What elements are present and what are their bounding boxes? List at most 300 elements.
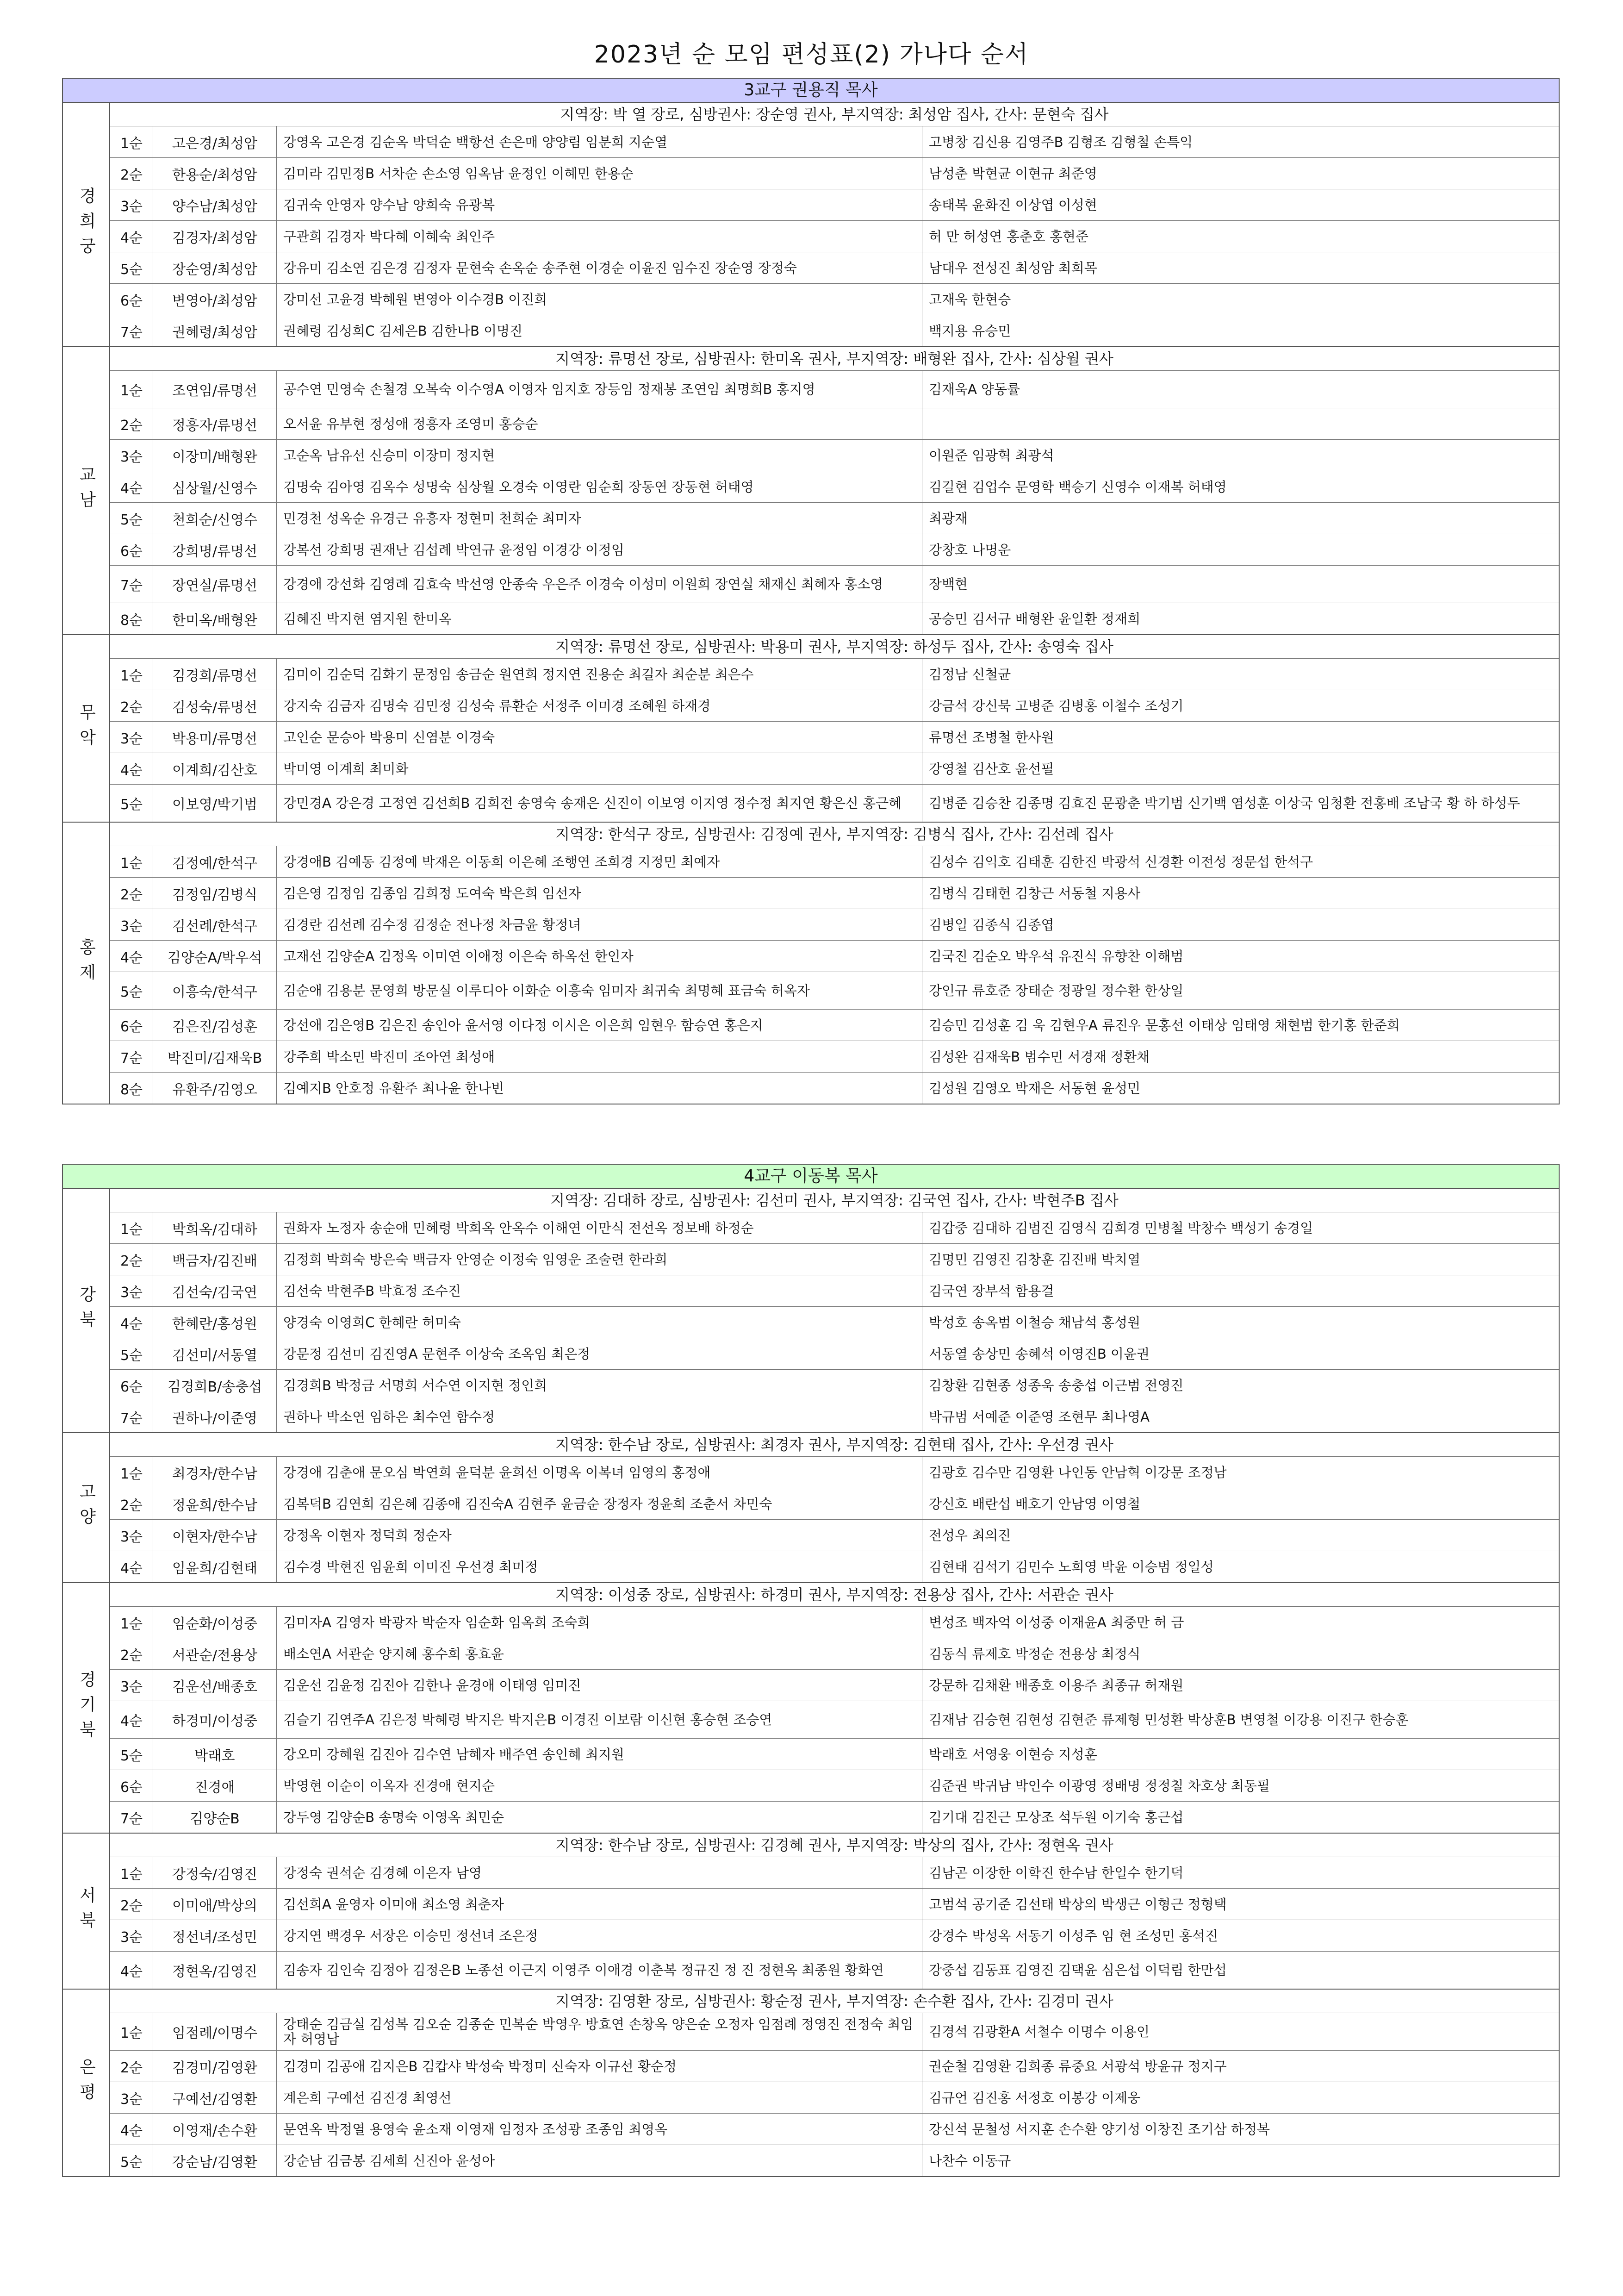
women-members: 김선희A 윤영자 이미애 최소영 최춘자 (277, 1889, 922, 1920)
group-leader: 이현자/한수남 (153, 1520, 277, 1551)
women-members: 김귀숙 안영자 양수남 양희숙 유광복 (277, 189, 922, 220)
men-members: 강문하 김채환 배종호 이용주 최종규 허재원 (929, 1677, 1184, 1693)
women-members: 고순옥 남유선 신승미 이장미 정지현 (277, 440, 922, 471)
group-leader: 정윤희/한수남 (153, 1488, 277, 1519)
group-leader: 김성숙/류명선 (153, 690, 277, 721)
women-members: 김경미 김공애 김지은B 김캅샤 박성숙 박정미 신숙자 이규선 황순정 (277, 2051, 922, 2082)
group-leader: 정흥자/류명선 (153, 408, 277, 439)
table-row (110, 1802, 1559, 1833)
men-members: 강창호 나명운 (929, 542, 1011, 558)
women-members: 문연옥 박정열 용영숙 윤소재 이영재 임정자 조성광 조종임 최영옥 (277, 2114, 922, 2145)
table-row (110, 1244, 1559, 1275)
group-number: 2순 (110, 878, 153, 909)
men-members: 김재남 김승현 김현성 김현준 류제형 민성환 박상훈B 변영철 이강용 이진구 한승훈 (929, 1712, 1409, 1728)
group-leader: 양수남/최성암 (153, 189, 277, 220)
men-members: 강신석 문철성 서지훈 손수환 양기성 이창진 조기삼 하정복 (929, 2121, 1270, 2137)
men-members: 남대우 전성진 최성암 최희목 (929, 260, 1097, 276)
region-leaders: 지역장: 김영환 장로, 심방권사: 황순정 권사, 부지역장: 손수환 집사, 간사: 김경미 권사 (110, 1990, 1559, 2013)
group-number: 6순 (110, 1010, 153, 1041)
group-number: 5순 (110, 1739, 153, 1770)
group-leader: 임점례/이명수 (153, 2013, 277, 2050)
group-number: 2순 (110, 1889, 153, 1920)
region-eunpyeong (63, 1990, 1559, 2176)
table-row (110, 1457, 1559, 1488)
table-row (110, 659, 1559, 690)
region-gyeonghuigung (63, 103, 1559, 347)
region-muak (63, 635, 1559, 823)
group-leader: 김경희B/송충섭 (153, 1370, 277, 1401)
women-members: 권화자 노정자 송순애 민혜령 박희옥 안옥수 이해연 이만식 전선옥 정보배 하정순 (277, 1212, 922, 1243)
men-members: 최광재 (929, 510, 968, 526)
group-number: 4순 (110, 221, 153, 252)
men-members: 변성조 백자억 이성중 이재윤A 최중만 허 금 (929, 1614, 1184, 1630)
women-members: 오서윤 유부현 정성애 정흥자 조영미 홍승순 (277, 408, 922, 439)
men-members: 김현태 김석기 김민수 노희영 박윤 이승범 정일성 (929, 1559, 1214, 1575)
men-members (922, 408, 1559, 439)
women-members: 양경숙 이영희C 한혜란 허미숙 (277, 1307, 922, 1338)
group-number: 3순 (110, 1520, 153, 1551)
group-leader: 임순화/이성중 (153, 1607, 277, 1638)
table-row (110, 785, 1559, 822)
group-leader: 김정예/한석구 (153, 846, 277, 877)
group-number: 2순 (110, 1488, 153, 1519)
women-members: 김미라 김민정B 서차순 손소영 임옥남 윤정인 이혜민 한용순 (277, 158, 922, 189)
men-members: 김준권 박귀남 박인수 이광영 정배명 정정칠 차호상 최동필 (929, 1778, 1270, 1794)
group-leader: 김정임/김병식 (153, 878, 277, 909)
group-leader: 이장미/배형완 (153, 440, 277, 471)
region-name: 무악 (77, 703, 96, 754)
group-number: 3순 (110, 1920, 153, 1951)
group-number: 3순 (110, 1275, 153, 1306)
men-members: 김국진 김순오 박우석 유진식 유향찬 이해범 (929, 948, 1184, 964)
men-members: 전성우 최의진 (929, 1527, 1011, 1543)
group-number: 1순 (110, 371, 153, 408)
region-name: 고양 (77, 1483, 96, 1533)
women-members: 김명숙 김아영 김옥수 성명숙 심상월 오경숙 이영란 임순희 장동연 장동현 허태영 (277, 471, 922, 502)
region-name: 은평 (77, 2058, 96, 2108)
table-row (110, 603, 1559, 634)
group-leader: 한용순/최성암 (153, 158, 277, 189)
women-members: 김송자 김인숙 김정아 김정은B 노종선 이근지 이영주 이애경 이춘복 정규진 정 진 정현옥 최종원 황화연 (277, 1952, 922, 1989)
table-row (110, 189, 1559, 221)
group-number: 3순 (110, 1670, 153, 1701)
men-members: 김국연 장부석 함용걸 (929, 1283, 1054, 1299)
group-leader: 김운선/배종호 (153, 1670, 277, 1701)
group-number: 7순 (110, 315, 153, 346)
group-number: 4순 (110, 471, 153, 502)
women-members: 권하나 박소연 임하은 최수연 함수정 (277, 1401, 922, 1432)
section-header: 4교구 이동복 목사 (63, 1165, 1559, 1189)
men-members: 강신호 배란섭 배호기 안남영 이영철 (929, 1496, 1141, 1512)
men-members: 류명선 조병철 한사원 (929, 729, 1054, 745)
group-leader: 박희옥/김대하 (153, 1212, 277, 1243)
group-leader: 김경자/최성암 (153, 221, 277, 252)
group-number: 2순 (110, 690, 153, 721)
group-number: 1순 (110, 846, 153, 877)
table-row (110, 2082, 1559, 2114)
table-row (110, 1952, 1559, 1989)
men-members: 서동열 송상민 송혜석 이영진B 이윤권 (929, 1346, 1150, 1362)
group-number: 5순 (110, 972, 153, 1009)
group-leader: 이미애/박상의 (153, 1889, 277, 1920)
table-row (110, 1010, 1559, 1041)
men-members: 강인규 류호준 장태순 정광일 정수환 한상일 (929, 983, 1184, 998)
men-members: 송태복 윤화진 이상엽 이성현 (929, 197, 1097, 213)
table-row (110, 1670, 1559, 1701)
women-members: 강정숙 권석순 김경혜 이은자 남영 (277, 1857, 922, 1888)
table-row (110, 690, 1559, 722)
table-row (110, 408, 1559, 440)
region-leaders: 지역장: 김대하 장로, 심방권사: 김선미 권사, 부지역장: 김국연 집사, 간사: 박현주B 집사 (110, 1189, 1559, 1212)
group-leader: 진경애 (153, 1770, 277, 1801)
men-members: 김명민 김영진 김창훈 김진배 박치열 (929, 1251, 1141, 1267)
table-row (110, 1073, 1559, 1104)
group-number: 2순 (110, 1244, 153, 1275)
region-hongje (63, 823, 1559, 1104)
region-name: 서북 (77, 1886, 96, 1936)
group-leader: 김양순A/박우석 (153, 941, 277, 972)
region-gyonam (63, 347, 1559, 635)
group-number: 4순 (110, 753, 153, 784)
men-members: 김남곤 이장한 이학진 한수남 한일수 한기덕 (929, 1865, 1184, 1881)
group-leader: 서관순/전용상 (153, 1638, 277, 1669)
group-leader: 정선녀/조성민 (153, 1920, 277, 1951)
table-row (110, 284, 1559, 315)
table-row (110, 566, 1559, 603)
men-members: 김병식 김태헌 김창근 서동철 지용사 (929, 885, 1141, 901)
women-members: 김순애 김용분 문영희 방문실 이루디아 이화순 이흥숙 임미자 최귀숙 최명혜 표금숙 허옥자 (277, 972, 922, 1009)
women-members: 김미자A 김영자 박광자 박순자 임순화 임옥희 조숙희 (277, 1607, 922, 1638)
table-row (110, 2013, 1559, 2051)
men-members: 허 만 허성연 홍춘호 홍현준 (929, 228, 1089, 244)
group-leader: 박래호 (153, 1739, 277, 1770)
group-number: 1순 (110, 1857, 153, 1888)
table-row (110, 221, 1559, 252)
group-leader: 이보영/박기범 (153, 785, 277, 822)
region-name: 강북 (77, 1285, 96, 1335)
table-row (110, 1739, 1559, 1770)
women-members: 김미이 김순덕 김화기 문정임 송금순 원연희 정지연 진용순 최길자 최순분 최은수 (277, 659, 922, 690)
table-row (110, 371, 1559, 408)
group-number: 4순 (110, 2114, 153, 2145)
group-number: 1순 (110, 2013, 153, 2050)
men-members: 김광호 김수만 김영환 나인동 안남혁 이강문 조정남 (929, 1464, 1227, 1480)
group-leader: 김선례/한석구 (153, 909, 277, 940)
men-members: 고범석 공기준 김선태 박상의 박생근 이형근 정형택 (929, 1896, 1227, 1912)
group-number: 7순 (110, 1802, 153, 1833)
men-members: 고재욱 한현승 (929, 291, 1011, 307)
region-name: 경희궁 (77, 187, 96, 262)
table-row (110, 534, 1559, 566)
group-number: 7순 (110, 566, 153, 603)
women-members: 고인순 문승아 박용미 신염분 이경숙 (277, 722, 922, 753)
table-row (110, 2051, 1559, 2082)
region-goyang (63, 1433, 1559, 1583)
women-members: 강지숙 김금자 김명숙 김민정 김성숙 류환순 서정주 이미경 조혜원 하재경 (277, 690, 922, 721)
men-members: 김병일 김종식 김종엽 (929, 917, 1054, 933)
group-leader: 한혜란/홍성원 (153, 1307, 277, 1338)
region-gangbuk (63, 1189, 1559, 1433)
men-members: 김승민 김성훈 김 욱 김현우A 류진우 문홍선 이태상 임태영 채현범 한기홍 한준희 (929, 1017, 1400, 1033)
table-row (110, 753, 1559, 785)
group-leader: 김양순B (153, 1802, 277, 1833)
group-leader: 이영재/손수환 (153, 2114, 277, 2145)
women-members: 강지연 백경우 서장은 이승민 정선녀 조은정 (277, 1920, 922, 1951)
group-leader: 천희순/신영수 (153, 503, 277, 534)
group-number: 4순 (110, 1307, 153, 1338)
group-number: 3순 (110, 2082, 153, 2113)
group-number: 2순 (110, 408, 153, 439)
region-name: 홍제 (77, 938, 96, 988)
women-members: 공수연 민영숙 손철경 오복숙 이수영A 이영자 임지호 장등임 정재봉 조연임 최명희B 홍지영 (277, 371, 922, 408)
group-leader: 임윤희/김현태 (153, 1551, 277, 1582)
women-members: 김정희 박희숙 방은숙 백금자 안영순 이정숙 임영운 조술련 한라희 (277, 1244, 922, 1275)
group-number: 2순 (110, 158, 153, 189)
group-number: 1순 (110, 126, 153, 157)
group-number: 5순 (110, 252, 153, 283)
group-number: 2순 (110, 1638, 153, 1669)
women-members: 강경애 강선화 김영례 김효숙 박선영 안종숙 우은주 이경숙 이성미 이원희 장연실 채재신 최혜자 홍소영 (277, 566, 922, 603)
women-members: 배소연A 서관순 양지혜 홍수희 홍효윤 (277, 1638, 922, 1669)
women-members: 강민경A 강은경 고정연 김선희B 김희전 송영숙 송재은 신진이 이보영 이지영 정수정 최지연 황은신 홍근혜 (277, 785, 922, 822)
group-number: 8순 (110, 603, 153, 634)
region-leaders: 지역장: 한수남 장로, 심방권사: 최경자 권사, 부지역장: 김현태 집사, 간사: 우선경 권사 (110, 1433, 1559, 1457)
parish-section-4 (62, 1164, 1560, 2177)
table-row (110, 846, 1559, 878)
men-members: 김재욱A 양동률 (929, 381, 1020, 397)
table-row (110, 503, 1559, 534)
women-members: 강태순 김금실 김성복 김오순 김종순 민복순 박영우 방효연 손창옥 양은순 오정자 임점례 정영진 전정숙 최임자 허영남 (277, 2013, 922, 2050)
women-members: 김경희B 박정금 서명희 서수연 이지현 정인희 (277, 1370, 922, 1401)
table-row (110, 1520, 1559, 1551)
group-leader: 하경미/이성중 (153, 1701, 277, 1738)
group-number: 1순 (110, 1457, 153, 1488)
group-leader: 이계희/김산호 (153, 753, 277, 784)
region-name: 교남 (77, 466, 96, 516)
table-row (110, 1857, 1559, 1889)
region-leaders: 지역장: 류명선 장로, 심방권사: 박용미 권사, 부지역장: 하성두 집사, 간사: 송영숙 집사 (110, 635, 1559, 659)
table-row (110, 1275, 1559, 1307)
men-members: 백지용 유승민 (929, 323, 1011, 339)
group-leader: 최경자/한수남 (153, 1457, 277, 1488)
group-number: 4순 (110, 1701, 153, 1738)
group-leader: 유환주/김영오 (153, 1073, 277, 1104)
group-number: 4순 (110, 1952, 153, 1989)
women-members: 김경란 김선례 김수정 김정순 전나정 차금윤 황정녀 (277, 909, 922, 940)
women-members: 고재선 김양순A 김정옥 이미연 이애정 이은숙 하옥선 한인자 (277, 941, 922, 972)
table-row (110, 1488, 1559, 1520)
women-members: 강유미 김소연 김은경 김정자 문현숙 손옥순 송주현 이경순 이윤진 임수진 장순영 장정숙 (277, 252, 922, 283)
table-row (110, 1212, 1559, 1244)
men-members: 김경석 김광환A 서철수 이명수 이용인 (929, 2024, 1150, 2040)
table-row (110, 1551, 1559, 1582)
men-members: 강금석 강신묵 고병준 김병홍 이철수 조성기 (929, 698, 1184, 714)
group-leader: 이흥숙/한석구 (153, 972, 277, 1009)
men-members: 강중섭 김동표 김영진 김택윤 심은섭 이덕림 한만섭 (929, 1962, 1227, 1978)
men-members: 박성호 송옥범 이철승 채남석 홍성원 (929, 1314, 1141, 1330)
group-number: 1순 (110, 659, 153, 690)
group-number: 3순 (110, 722, 153, 753)
men-members: 김성원 김영오 박재은 서동현 윤성민 (929, 1080, 1141, 1096)
women-members: 강경애B 김예동 김정예 박재은 이동희 이은혜 조행연 조희경 지정민 최예자 (277, 846, 922, 877)
women-members: 계은희 구예선 김진경 최영선 (277, 2082, 922, 2113)
table-row (110, 252, 1559, 284)
group-leader: 권혜령/최성암 (153, 315, 277, 346)
women-members: 김혜진 박지현 염지원 한미옥 (277, 603, 922, 634)
group-leader: 한미옥/배형완 (153, 603, 277, 634)
table-row (110, 941, 1559, 972)
men-members: 김길현 김업수 문영학 백승기 신영수 이재복 허태영 (929, 479, 1227, 495)
women-members: 김예지B 안호정 유환주 최나윤 한나빈 (277, 1073, 922, 1104)
table-row (110, 972, 1559, 1010)
men-members: 김창환 김현종 성종욱 송충섭 이근범 전영진 (929, 1377, 1184, 1393)
group-number: 6순 (110, 284, 153, 315)
group-leader: 박진미/김재욱B (153, 1041, 277, 1072)
region-leaders: 지역장: 한수남 장로, 심방권사: 김경혜 권사, 부지역장: 박상의 집사, 간사: 정현옥 권사 (110, 1834, 1559, 1857)
women-members: 강정옥 이현자 정덕희 정순자 (277, 1520, 922, 1551)
group-leader: 정현옥/김영진 (153, 1952, 277, 1989)
men-members: 김성완 김재욱B 범수민 서경재 정환채 (929, 1048, 1150, 1065)
women-members: 박미영 이계희 최미화 (277, 753, 922, 784)
table-row (110, 158, 1559, 189)
table-row (110, 1701, 1559, 1739)
women-members: 강오미 강혜원 김진아 김수연 남혜자 배주연 송인혜 최지원 (277, 1739, 922, 1770)
men-members: 남성춘 박현균 이현규 최준영 (929, 165, 1097, 181)
women-members: 강복선 강희명 권재난 김섭례 박연규 윤정임 이경강 이정임 (277, 534, 922, 565)
group-leader: 백금자/김진배 (153, 1244, 277, 1275)
table-row (110, 2145, 1559, 2176)
region-leaders: 지역장: 한석구 장로, 심방권사: 김정예 권사, 부지역장: 김병식 집사, 간사: 김선례 집사 (110, 823, 1559, 846)
women-members: 강영옥 고은경 김순옥 박덕순 백항선 손은매 양양림 임분희 지순열 (277, 126, 922, 157)
section-header: 3교구 권용직 목사 (63, 79, 1559, 103)
table-row (110, 1607, 1559, 1638)
men-members: 이원준 임광혁 최광석 (929, 447, 1054, 463)
women-members: 박영현 이순이 이옥자 진경애 현지순 (277, 1770, 922, 1801)
men-members: 김갑중 김대하 김범진 김영식 김희경 민병철 박창수 백성기 송경일 (929, 1220, 1313, 1236)
women-members: 김수경 박현진 임윤희 이미진 우선경 최미정 (277, 1551, 922, 1582)
group-number: 6순 (110, 534, 153, 565)
men-members: 강영철 김산호 윤선필 (929, 761, 1054, 777)
group-number: 5순 (110, 503, 153, 534)
women-members: 김슬기 김연주A 김은정 박혜령 박지은 박지은B 이경진 이보람 이신현 홍승현 조승연 (277, 1701, 922, 1738)
table-row (110, 315, 1559, 346)
parish-section-3 (62, 78, 1560, 1104)
group-leader: 권하나/이준영 (153, 1401, 277, 1432)
region-leaders: 지역장: 이성중 장로, 심방권사: 하경미 권사, 부지역장: 전용상 집사, 간사: 서관순 권사 (110, 1583, 1559, 1607)
women-members: 구관희 김경자 박다혜 이혜숙 최인주 (277, 221, 922, 252)
group-leader: 김경미/김영환 (153, 2051, 277, 2082)
group-leader: 김은진/김성훈 (153, 1010, 277, 1041)
table-row (110, 1638, 1559, 1670)
men-members: 공승민 김서규 배형완 윤일환 정재희 (929, 611, 1141, 627)
table-row (110, 471, 1559, 503)
table-row (110, 1770, 1559, 1802)
group-leader: 김선숙/김국연 (153, 1275, 277, 1306)
group-leader: 변영아/최성암 (153, 284, 277, 315)
table-row (110, 1338, 1559, 1370)
region-leaders: 지역장: 류명선 장로, 심방권사: 한미옥 권사, 부지역장: 배형완 집사, 간사: 심상월 권사 (110, 347, 1559, 371)
table-row (110, 440, 1559, 471)
women-members: 김선숙 박현주B 박효정 조수진 (277, 1275, 922, 1306)
group-number: 7순 (110, 1041, 153, 1072)
group-number: 5순 (110, 2145, 153, 2176)
region-seobuk (63, 1834, 1559, 1990)
men-members: 김병준 김승찬 김종명 김효진 문광춘 박기범 신기백 염성훈 이상국 임청환 전홍배 조남국 황 하 하성두 (929, 795, 1520, 811)
men-members: 김기대 김진근 모상조 석두원 이기숙 홍근섭 (929, 1809, 1184, 1825)
men-members: 김정남 신철균 (929, 666, 1011, 682)
group-leader: 조연임/류명선 (153, 371, 277, 408)
table-row (110, 909, 1559, 941)
group-number: 5순 (110, 1338, 153, 1369)
group-leader: 강희명/류명선 (153, 534, 277, 565)
group-number: 1순 (110, 1607, 153, 1638)
women-members: 김은영 김정임 김종임 김희정 도여숙 박은희 임선자 (277, 878, 922, 909)
women-members: 강두영 김양순B 송명숙 이영옥 최민순 (277, 1802, 922, 1833)
table-row (110, 1401, 1559, 1432)
group-leader: 강정숙/김영진 (153, 1857, 277, 1888)
group-leader: 김경희/류명선 (153, 659, 277, 690)
women-members: 강문정 김선미 김진영A 문현주 이상숙 조옥임 최은정 (277, 1338, 922, 1369)
group-leader: 장연실/류명선 (153, 566, 277, 603)
group-number: 4순 (110, 1551, 153, 1582)
group-leader: 박용미/류명선 (153, 722, 277, 753)
women-members: 강선애 김은영B 김은진 송인아 윤서영 이다정 이시은 이은희 임현우 함승연 홍은지 (277, 1010, 922, 1041)
men-members: 김규언 김진홍 서정호 이봉강 이제웅 (929, 2090, 1141, 2106)
table-row (110, 1889, 1559, 1920)
region-gyeonggibuk (63, 1583, 1559, 1834)
women-members: 김복덕B 김연희 김은혜 김종애 김진숙A 김현주 윤금순 장정자 정윤희 조춘서 차민숙 (277, 1488, 922, 1519)
women-members: 강주희 박소민 박진미 조아연 최성애 (277, 1041, 922, 1072)
group-number: 1순 (110, 1212, 153, 1243)
women-members: 강순남 김금봉 김세희 신진아 윤성아 (277, 2145, 922, 2176)
group-number: 6순 (110, 1370, 153, 1401)
table-row (110, 126, 1559, 158)
group-leader: 심상월/신영수 (153, 471, 277, 502)
men-members: 박래호 서영웅 이현승 지성훈 (929, 1746, 1097, 1762)
page-title: 2023년 순 모임 편성표(2) 가나다 순서 (594, 41, 1029, 69)
men-members: 고병창 김신용 김영주B 김형조 김형철 손특익 (929, 134, 1193, 150)
men-members: 김성수 김익호 김태훈 김한진 박광석 신경환 이전성 정문섭 한석구 (929, 854, 1313, 870)
men-members: 권순철 김영환 김희종 류중요 서광석 방윤규 정지구 (929, 2058, 1227, 2074)
men-members: 나찬수 이동규 (929, 2152, 1011, 2169)
men-members: 김동식 류제호 박정순 전용상 최정식 (929, 1646, 1141, 1662)
group-number: 4순 (110, 941, 153, 972)
group-number: 2순 (110, 2051, 153, 2082)
table-row (110, 2114, 1559, 2145)
group-leader: 김선미/서동열 (153, 1338, 277, 1369)
region-name: 경기북 (77, 1670, 96, 1746)
group-number: 6순 (110, 1770, 153, 1801)
men-members: 박규범 서예준 이준영 조현무 최나영A (929, 1409, 1150, 1425)
table-row (110, 1370, 1559, 1401)
group-leader: 고은경/최성암 (153, 126, 277, 157)
group-leader: 장순영/최성암 (153, 252, 277, 283)
group-number: 3순 (110, 909, 153, 940)
group-number: 7순 (110, 1401, 153, 1432)
table-row (110, 1307, 1559, 1338)
group-number: 8순 (110, 1073, 153, 1104)
table-row (110, 1920, 1559, 1952)
women-members: 민경천 성옥순 유경근 유흥자 정현미 천희순 최미자 (277, 503, 922, 534)
women-members: 권혜령 김성희C 김세은B 김한나B 이명진 (277, 315, 922, 346)
group-leader: 강순남/김영환 (153, 2145, 277, 2176)
women-members: 김운선 김윤정 김진아 김한나 윤경애 이태영 임미진 (277, 1670, 922, 1701)
men-members: 강경수 박성옥 서동기 이성주 임 현 조성민 홍석진 (929, 1928, 1218, 1944)
group-number: 3순 (110, 440, 153, 471)
table-row (110, 1041, 1559, 1073)
group-leader: 구예선/김영환 (153, 2082, 277, 2113)
group-number: 3순 (110, 189, 153, 220)
